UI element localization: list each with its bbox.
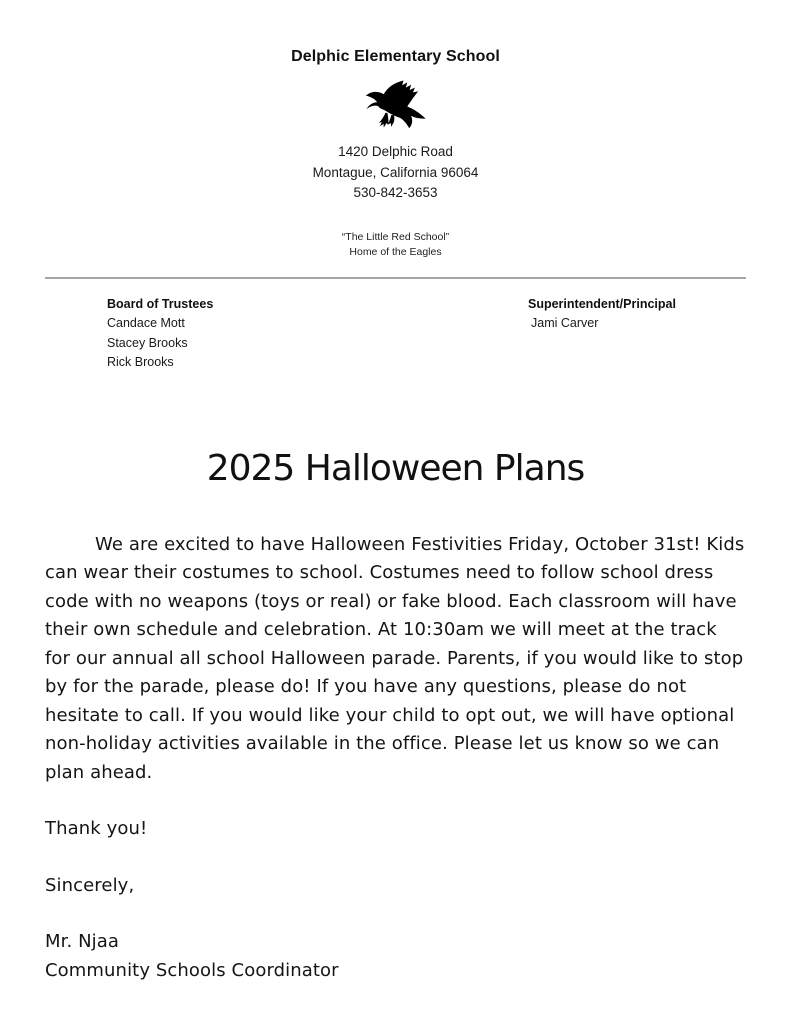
officials-section <box>0 295 791 400</box>
eagle-icon <box>0 78 791 134</box>
superintendent-name: Jami Carver <box>531 316 599 330</box>
letter-body <box>45 531 746 986</box>
school-name: Delphic Elementary School <box>291 48 500 65</box>
superintendent-heading: Superintendent/Principal <box>528 296 676 311</box>
board-heading: Board of Trustees <box>107 296 214 311</box>
superintendent-principal <box>528 295 676 334</box>
address-line-1: 1420 Delphic Road <box>338 144 453 159</box>
motto-block <box>0 230 791 261</box>
letter-paragraph: We are excited to have Halloween Festivities Friday, October 31st! Kids can wear their costumes to school. Costumes need to follow school dress code with no weapons (toys or real) or fake blood. Each classroom will have their own schedule and celebration. At 10:30am we will meet at the track for our annual all school Halloween parade. Parents, if you would like to stop by for the parade, please do! If you have any questions, please do not hesitate to call. If you would like your child to opt out, we will have optional non-holiday activities available in the office. Please let us know so we can plan ahead. <box>45 533 745 783</box>
closing-line: Sincerely, <box>45 874 135 896</box>
motto-line-1: “The Little Red School” <box>341 230 450 243</box>
address-block <box>0 142 791 204</box>
address-line-2: Montague, California 96064 <box>312 164 479 180</box>
phone-number: 530-842-3653 <box>353 185 438 200</box>
board-member: Candace Mott <box>107 316 185 330</box>
thank-you-line: Thank you! <box>45 818 148 839</box>
board-member: Rick Brooks <box>107 355 174 369</box>
signature-title: Community Schools Coordinator <box>45 959 339 981</box>
board-of-trustees <box>107 295 213 373</box>
header-divider <box>45 277 746 279</box>
board-member: Stacey Brooks <box>107 335 188 350</box>
signature-block <box>45 928 746 985</box>
motto-line-2: Home of the Eagles <box>349 246 442 258</box>
signature-name: Mr. Njaa <box>45 931 120 952</box>
letterhead <box>0 0 791 261</box>
letter-title: 2025 Halloween Plans <box>206 447 585 489</box>
